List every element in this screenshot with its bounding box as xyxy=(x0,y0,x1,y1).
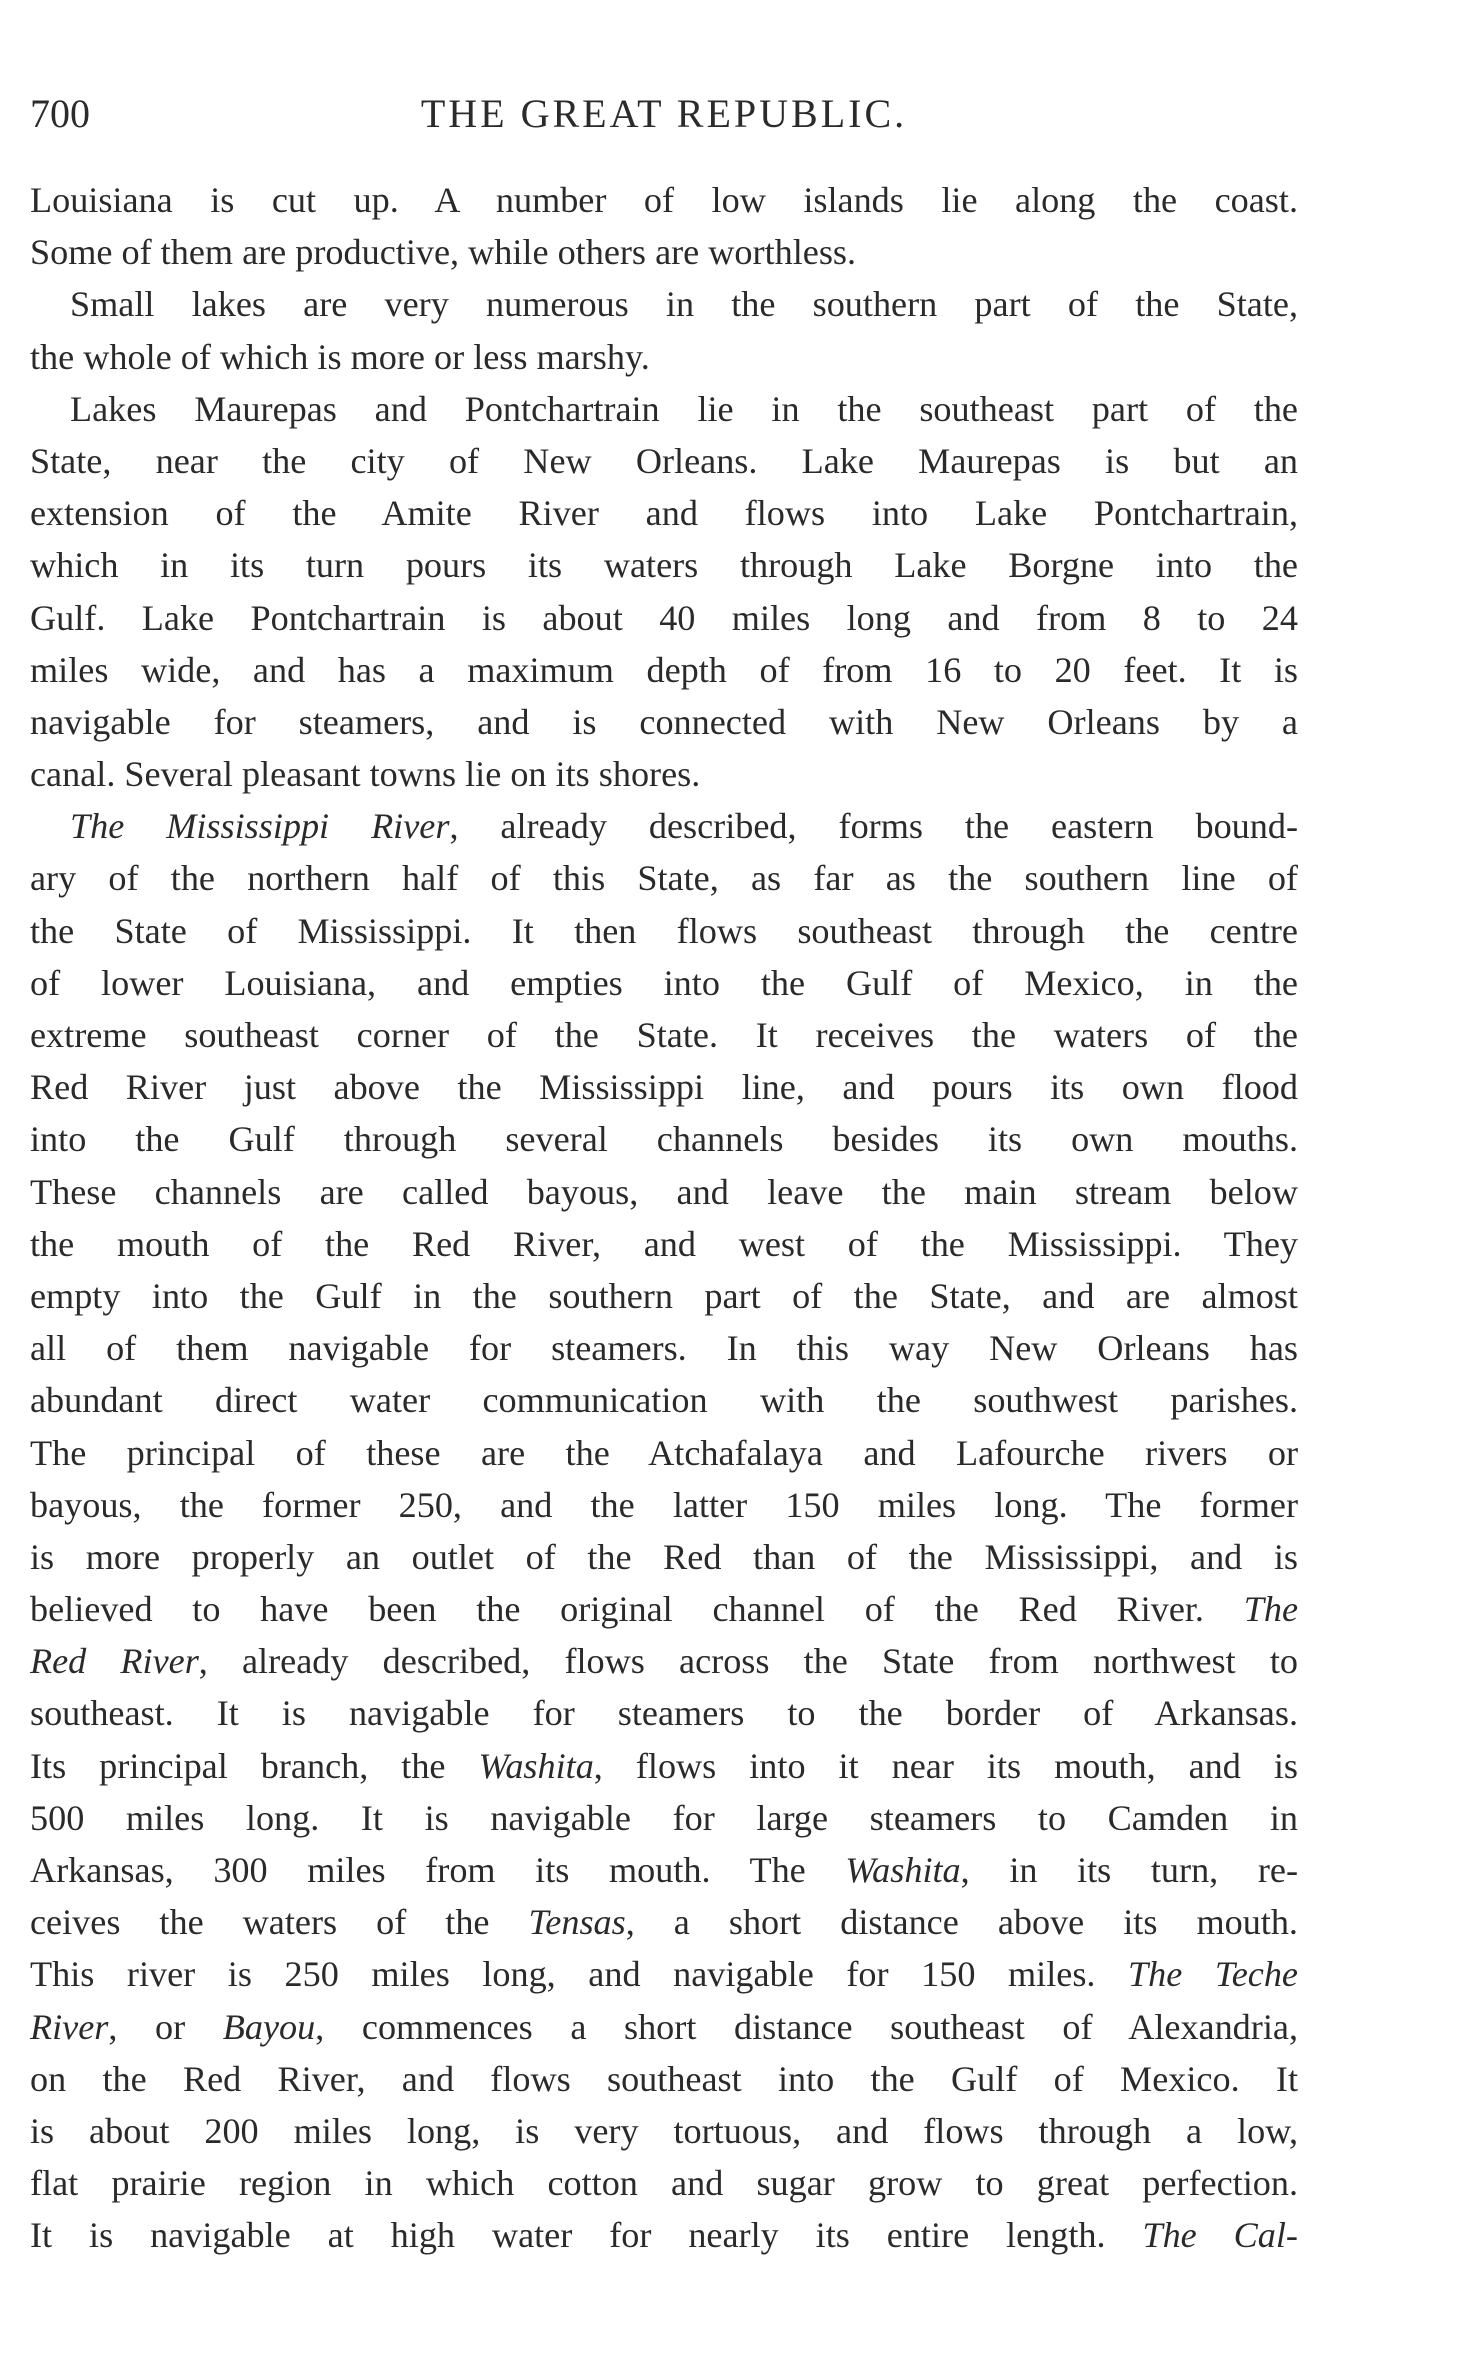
italic-text: The xyxy=(1243,1589,1298,1630)
text-line xyxy=(30,278,1298,330)
text-line xyxy=(30,1896,1298,1948)
line-text: the State of Mississippi. It then flows southeast through the centre xyxy=(30,910,1298,951)
italic-text: The Teche xyxy=(1128,1954,1298,1995)
text-line xyxy=(30,1427,1298,1479)
line-text: of lower Louisiana, and empties into the Gulf of Mexico, in the xyxy=(30,962,1298,1003)
italic-text: Red River xyxy=(30,1641,199,1682)
line-text: which in its turn pours its waters through Lake Borgne into the xyxy=(30,545,1298,586)
text-line xyxy=(30,592,1298,644)
book-page xyxy=(30,90,1298,2262)
italic-text: The Mississippi River xyxy=(70,806,450,847)
line-text: ary of the northern half of this State, as far as the southern line of xyxy=(30,858,1298,899)
line-text: 500 miles long. It is navigable for large steamers to Camden in xyxy=(30,1797,1298,1838)
line-text: , commences a short distance southeast of Alexandria, xyxy=(315,2006,1298,2047)
page-number: 700 xyxy=(30,91,90,136)
line-text: , already described, flows across the State from northwest to xyxy=(198,1641,1298,1682)
line-text: This river is 250 miles long, and navigable for 150 miles. xyxy=(30,1954,1129,1995)
text-line xyxy=(30,331,1298,383)
line-text: These channels are called bayous, and leave the main stream below xyxy=(30,1171,1298,1212)
line-text: Gulf. Lake Pontchartrain is about 40 miles long and from 8 to 24 xyxy=(30,597,1298,638)
line-text: believed to have been the original channel of the Red River. xyxy=(30,1589,1244,1630)
italic-text: River xyxy=(30,2006,109,2047)
text-line xyxy=(30,174,1298,226)
line-text: extension of the Amite River and flows into Lake Pontchartrain, xyxy=(30,493,1298,534)
text-line xyxy=(30,2105,1298,2157)
text-line xyxy=(30,800,1298,852)
line-text: , in its turn, re- xyxy=(960,1850,1298,1890)
text-line xyxy=(30,1061,1298,1113)
text-line xyxy=(30,1583,1298,1635)
text-line xyxy=(30,539,1298,591)
line-text: Louisiana is cut up. A number of low islands lie along the coast. xyxy=(30,180,1298,220)
text-line xyxy=(30,957,1298,1009)
text-line xyxy=(30,1479,1298,1531)
line-text: The principal of these are the Atchafalaya and Lafourche rivers or xyxy=(30,1432,1298,1473)
text-line xyxy=(30,644,1298,696)
line-text: is more properly an outlet of the Red than of the Mississippi, and is xyxy=(30,1536,1298,1577)
line-text: into the Gulf through several channels besides its own mouths. xyxy=(30,1119,1298,1160)
line-text: the whole of which is more or less marshy. xyxy=(30,336,650,377)
text-line xyxy=(30,1218,1298,1270)
line-text: abundant direct water communication with the southwest parishes. xyxy=(30,1380,1298,1421)
text-line xyxy=(30,383,1298,435)
line-text: is about 200 miles long, is very tortuous, and flows through a low, xyxy=(30,2110,1298,2151)
running-head: THE GREAT REPUBLIC. xyxy=(420,91,908,136)
italic-text: Washita xyxy=(845,1850,961,1890)
text-line xyxy=(30,905,1298,957)
line-text: extreme southeast corner of the State. It receives the waters of the xyxy=(30,1015,1298,1055)
line-text: , flows into it near its mouth, and is xyxy=(593,1745,1298,1786)
text-line xyxy=(30,1113,1298,1165)
line-text: Some of them are productive, while others are worthless. xyxy=(30,232,857,273)
italic-text: Washita xyxy=(478,1745,594,1786)
text-line xyxy=(30,1009,1298,1061)
text-line xyxy=(30,1322,1298,1374)
line-text: Lakes Maurepas and Pontchartrain lie in the southeast part of the xyxy=(70,388,1298,429)
line-text: flat prairie region in which cotton and sugar grow to great perfection. xyxy=(30,2163,1298,2204)
line-text: all of them navigable for steamers. In this way New Orleans has xyxy=(30,1328,1298,1369)
body-text xyxy=(30,174,1298,2262)
text-line xyxy=(30,1740,1298,1792)
line-text: State, near the city of New Orleans. Lake Maurepas is but an xyxy=(30,440,1298,481)
text-line xyxy=(30,1374,1298,1426)
text-line xyxy=(30,2001,1298,2053)
text-line xyxy=(30,1687,1298,1739)
text-line xyxy=(30,1635,1298,1687)
page-header xyxy=(30,90,1298,150)
text-line xyxy=(30,1948,1298,2000)
text-line xyxy=(30,2209,1298,2261)
italic-text: Bayou xyxy=(222,2006,316,2047)
line-text: the mouth of the Red River, and west of the Mississippi. They xyxy=(30,1223,1298,1264)
italic-text: The Cal- xyxy=(1142,2215,1298,2256)
line-text: on the Red River, and flows southeast into the Gulf of Mexico. It xyxy=(30,2058,1298,2099)
text-line xyxy=(30,1531,1298,1583)
text-line xyxy=(30,1166,1298,1218)
line-text: bayous, the former 250, and the latter 150 miles long. The former xyxy=(30,1484,1298,1525)
line-text: , or xyxy=(108,2006,223,2047)
text-line xyxy=(30,2157,1298,2209)
line-text: miles wide, and has a maximum depth of from 16 to 20 feet. It is xyxy=(30,649,1298,690)
text-line xyxy=(30,2053,1298,2105)
text-line xyxy=(30,1844,1298,1896)
line-text: ceives the waters of the xyxy=(30,1902,529,1943)
text-line xyxy=(30,1270,1298,1322)
text-line xyxy=(30,696,1298,748)
line-text: navigable for steamers, and is connected with New Orleans by a xyxy=(30,701,1298,742)
line-text: Its principal branch, the xyxy=(30,1745,479,1786)
line-text: Arkansas, 300 miles from its mouth. The xyxy=(30,1850,846,1890)
line-text: empty into the Gulf in the southern part of the State, and are almost xyxy=(30,1275,1298,1316)
line-text: Small lakes are very numerous in the southern part of the State, xyxy=(70,284,1298,325)
text-line xyxy=(30,748,1298,800)
text-line xyxy=(30,487,1298,539)
text-line xyxy=(30,1792,1298,1844)
line-text: Red River just above the Mississippi line, and pours its own flood xyxy=(30,1067,1298,1108)
line-text: , already described, forms the eastern bound- xyxy=(449,806,1298,847)
line-text: , a short distance above its mouth. xyxy=(625,1902,1298,1943)
line-text: It is navigable at high water for nearly its entire length. xyxy=(30,2215,1143,2256)
italic-text: Tensas xyxy=(528,1902,626,1943)
text-line xyxy=(30,435,1298,487)
line-text: southeast. It is navigable for steamers to the border of Arkansas. xyxy=(30,1693,1298,1734)
text-line xyxy=(30,852,1298,904)
text-line xyxy=(30,226,1298,278)
line-text: canal. Several pleasant towns lie on its shores. xyxy=(30,754,701,795)
